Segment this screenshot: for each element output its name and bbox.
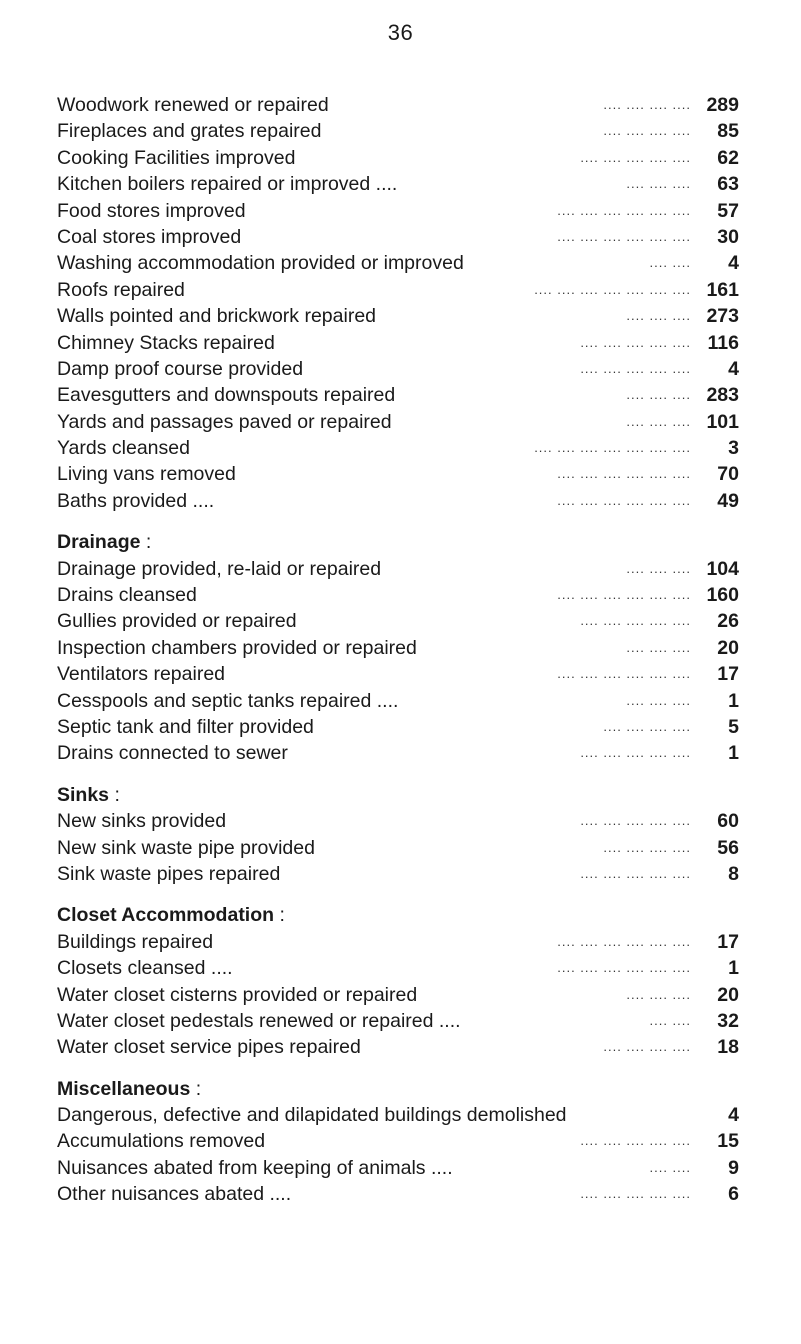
dot-leader: .... .... .... <box>626 308 691 324</box>
item-count: 17 <box>717 930 739 953</box>
item-count: 289 <box>706 94 739 116</box>
dot-leader: .... .... .... .... .... .... <box>557 960 691 976</box>
item-count: 6 <box>728 1183 739 1206</box>
dot-leader: .... .... .... .... .... <box>580 745 691 761</box>
list-item <box>57 635 739 661</box>
item-label: Sink waste pipes repaired <box>57 862 281 885</box>
dot-leader: .... .... .... .... <box>603 718 691 734</box>
item-label: Woodwork renewed or repaired <box>57 94 329 116</box>
heading-colon: : <box>140 531 152 554</box>
dot-leader: .... .... .... <box>626 986 691 1002</box>
dot-leader: .... .... .... .... .... .... <box>557 466 691 482</box>
dot-leader: .... .... .... .... .... .... .... <box>534 440 691 456</box>
dot-leader: .... .... .... .... .... <box>580 1133 691 1149</box>
item-count: 62 <box>717 146 739 169</box>
list-item <box>57 409 739 435</box>
item-label: Eavesgutters and downspouts repaired <box>57 384 396 407</box>
dot-leader: .... .... <box>649 255 691 271</box>
list-item <box>57 688 739 714</box>
item-label: Drains cleansed <box>57 584 197 607</box>
item-label: Accumulations removed <box>57 1130 266 1153</box>
item-count: 104 <box>706 557 739 580</box>
list-item <box>57 198 739 224</box>
section-spacer <box>57 767 739 782</box>
dot-leader: .... .... <box>649 1159 691 1175</box>
item-count: 56 <box>717 836 739 859</box>
list-item <box>57 171 739 197</box>
list-item <box>57 330 739 356</box>
dot-leader: .... .... .... .... .... <box>580 360 691 376</box>
item-count: 85 <box>717 120 739 143</box>
item-count: 60 <box>717 810 739 833</box>
item-label: Kitchen boilers repaired or improved .... <box>57 173 398 196</box>
dot-leader: .... .... .... <box>626 692 691 708</box>
item-label: Yards and passages paved or repaired <box>57 410 392 433</box>
section-spacer <box>57 887 739 902</box>
dot-leader: .... .... .... .... .... .... <box>557 492 691 508</box>
dot-leader: .... .... .... .... .... .... <box>557 666 691 682</box>
item-count: 26 <box>717 610 739 633</box>
heading-colon: : <box>109 783 120 806</box>
list-item <box>57 982 739 1008</box>
item-label: Other nuisances abated .... <box>57 1183 292 1206</box>
section-closet-accommodation <box>57 887 739 1060</box>
dot-leader: .... .... .... .... .... <box>580 334 691 350</box>
item-count: 63 <box>717 173 739 196</box>
item-label: Buildings repaired <box>57 930 214 953</box>
item-label: Septic tank and filter provided <box>57 715 314 738</box>
dot-leader: .... .... .... .... .... <box>580 613 691 629</box>
item-label: Ventilators repaired <box>57 663 226 686</box>
list-item <box>57 303 739 329</box>
item-count: 70 <box>717 463 739 486</box>
item-count: 20 <box>717 636 739 659</box>
list-item <box>57 740 739 766</box>
section-heading-text: Miscellaneous <box>57 1077 191 1100</box>
item-label: Food stores improved <box>57 199 246 222</box>
list-item <box>57 661 739 687</box>
list-item <box>57 608 739 634</box>
dot-leader: .... .... .... .... .... <box>580 149 691 165</box>
dot-leader: .... .... .... .... .... <box>580 865 691 881</box>
dot-leader: .... .... .... .... .... .... <box>557 202 691 218</box>
item-label: Water closet pedestals renewed or repaired .... <box>57 1009 461 1032</box>
item-count: 30 <box>717 225 739 248</box>
item-label: Gullies provided or repaired <box>57 610 297 633</box>
item-label: Drainage provided, re-laid or repaired <box>57 557 382 580</box>
item-count: 116 <box>707 331 739 354</box>
list-item <box>57 808 739 834</box>
item-count: 1 <box>728 742 739 765</box>
item-label: Baths provided .... <box>57 489 215 512</box>
dot-leader: .... .... .... <box>626 560 691 576</box>
item-label: Water closet cisterns provided or repaired <box>57 983 418 1006</box>
dot-leader: .... .... .... .... <box>603 839 691 855</box>
dot-leader: .... .... .... .... .... .... <box>557 228 691 244</box>
item-label: Water closet service pipes repaired <box>57 1036 361 1059</box>
list-item <box>57 1181 739 1207</box>
section-heading <box>57 782 739 808</box>
list-item <box>57 582 739 608</box>
heading-colon: : <box>274 904 285 927</box>
item-count: 101 <box>706 410 739 433</box>
item-count: 4 <box>728 1104 739 1127</box>
list-item <box>57 955 739 981</box>
dot-leader: .... .... .... .... .... .... <box>557 933 691 949</box>
item-count: 1 <box>728 957 739 980</box>
section-heading-text: Drainage <box>57 531 141 554</box>
list-item <box>57 382 739 408</box>
item-count: 9 <box>728 1156 739 1179</box>
section-spacer <box>57 1061 739 1076</box>
item-count: 15 <box>717 1130 739 1153</box>
item-label: Damp proof course provided <box>57 357 304 380</box>
list-item <box>57 277 739 303</box>
list-item <box>57 835 739 861</box>
dot-leader: .... .... .... <box>626 413 691 429</box>
dot-leader: .... .... .... .... <box>603 123 691 139</box>
item-label: Walls pointed and brickwork repaired <box>57 305 377 328</box>
section-sinks <box>57 767 739 888</box>
item-label: Chimney Stacks repaired <box>57 331 275 354</box>
dot-leader: .... .... .... <box>626 387 691 403</box>
item-label: Washing accommodation provided or improved <box>57 252 464 275</box>
dot-leader: .... .... .... <box>626 176 691 192</box>
section-miscellaneous <box>57 1061 739 1208</box>
item-label: Yards cleansed <box>57 437 190 460</box>
item-label: Dangerous, defective and dilapidated buildings demolished <box>57 1104 567 1127</box>
page-number: 36 <box>387 20 414 45</box>
item-count: 160 <box>706 584 739 607</box>
item-count: 1 <box>728 689 739 712</box>
item-label: Inspection chambers provided or repaired <box>57 636 417 659</box>
list-item <box>57 861 739 887</box>
list-item <box>57 461 739 487</box>
section-spacer <box>57 514 739 529</box>
item-label: Living vans removed <box>57 463 236 486</box>
item-label: Cesspools and septic tanks repaired .... <box>57 689 399 712</box>
section-general-repairs <box>57 92 739 514</box>
list-item <box>57 556 739 582</box>
list-item <box>57 356 739 382</box>
list-item <box>57 929 739 955</box>
item-label: Roofs repaired <box>57 278 185 301</box>
works-executed-list <box>57 92 739 1208</box>
item-count: 3 <box>728 437 739 460</box>
section-heading <box>57 529 739 555</box>
item-label: Coal stores improved <box>57 225 242 248</box>
dot-leader: .... .... .... .... .... .... .... <box>534 281 691 297</box>
list-item <box>57 488 739 514</box>
dot-leader: .... .... .... <box>626 639 691 655</box>
item-count: 49 <box>717 489 739 512</box>
item-count: 4 <box>728 252 739 275</box>
item-label: Nuisances abated from keeping of animals .... <box>57 1156 453 1179</box>
list-item <box>57 714 739 740</box>
list-item <box>57 1034 739 1060</box>
list-item <box>57 1102 739 1128</box>
item-count: 4 <box>728 357 739 380</box>
list-item <box>57 224 739 250</box>
item-count: 20 <box>717 983 739 1006</box>
item-count: 8 <box>728 862 739 885</box>
section-drainage <box>57 514 739 767</box>
section-heading-text: Closet Accommodation <box>57 904 275 927</box>
item-label: Fireplaces and grates repaired <box>57 120 322 143</box>
item-count: 32 <box>717 1009 739 1032</box>
item-label: New sink waste pipe provided <box>57 836 315 859</box>
list-item <box>57 1155 739 1181</box>
section-heading-text: Sinks <box>57 783 110 806</box>
item-count: 273 <box>706 305 739 328</box>
item-count: 57 <box>717 199 739 222</box>
dot-leader: .... .... .... .... .... <box>580 813 691 829</box>
list-item <box>57 1128 739 1154</box>
item-count: 283 <box>706 384 739 407</box>
dot-leader: .... .... .... .... .... .... <box>557 587 691 603</box>
section-heading <box>57 1076 739 1102</box>
item-label: Closets cleansed .... <box>57 957 233 980</box>
dot-leader: .... .... .... .... .... <box>580 1186 691 1202</box>
list-item <box>57 145 739 171</box>
heading-colon: : <box>190 1077 202 1100</box>
list-item <box>57 435 739 461</box>
list-item <box>57 118 739 144</box>
list-item <box>57 250 739 276</box>
item-count: 17 <box>717 663 739 686</box>
dot-leader: .... .... .... .... <box>603 97 691 112</box>
section-heading <box>57 902 739 928</box>
item-label: Drains connected to sewer <box>57 742 288 765</box>
item-label: New sinks provided <box>57 810 227 833</box>
dot-leader: .... .... .... .... <box>603 1039 691 1055</box>
dot-leader: .... .... <box>649 1012 691 1028</box>
list-item <box>57 1008 739 1034</box>
item-count: 161 <box>706 278 739 301</box>
list-item <box>57 92 739 118</box>
item-count: 5 <box>728 715 739 738</box>
item-label: Cooking Facilities improved <box>57 146 296 169</box>
item-count: 18 <box>717 1036 739 1059</box>
